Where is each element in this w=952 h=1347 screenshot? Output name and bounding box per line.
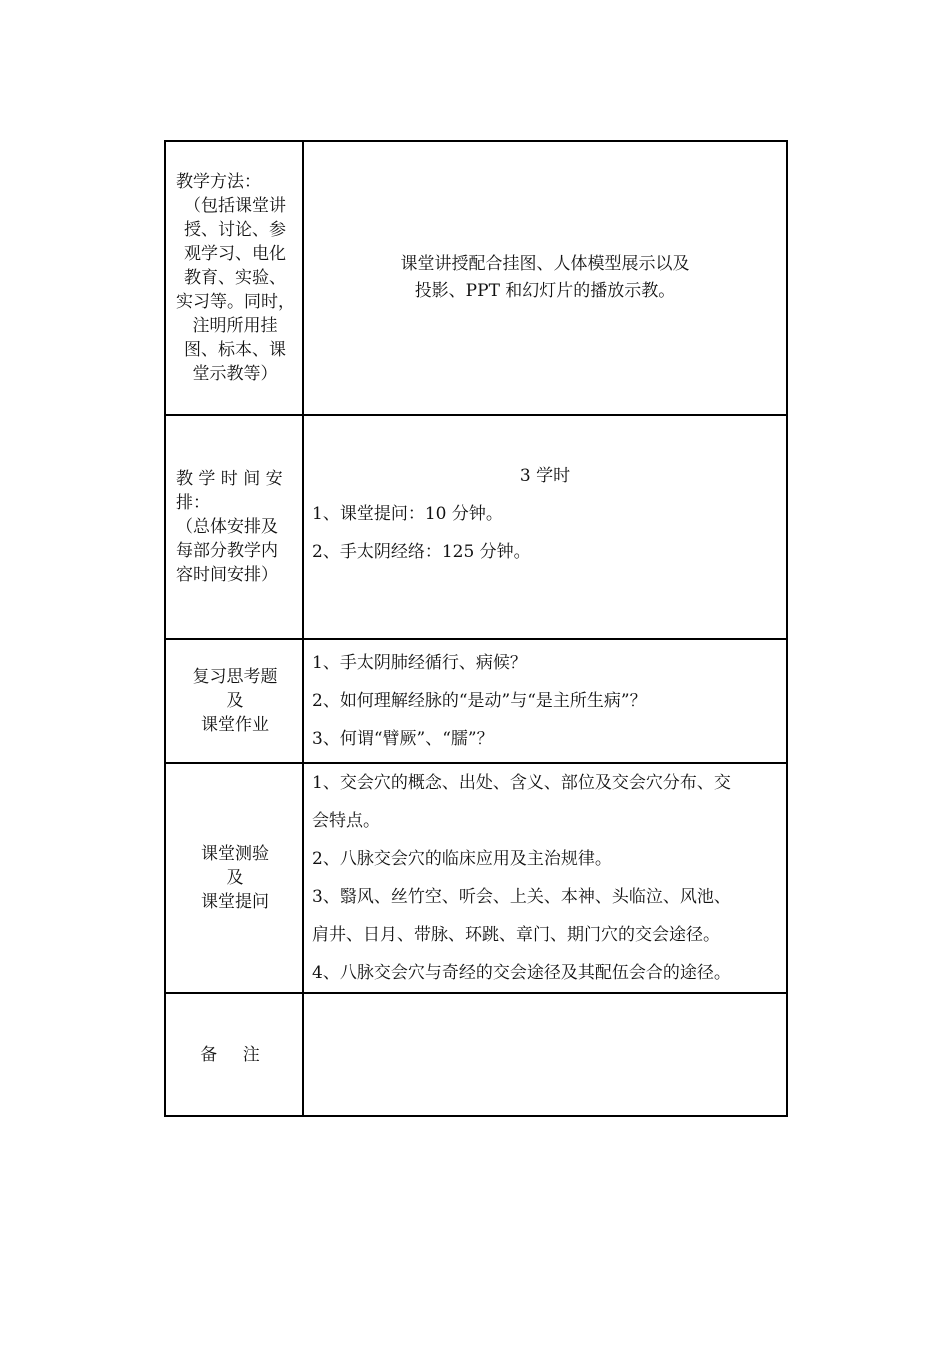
content-line: 会特点。	[312, 811, 380, 831]
label-line: 堂示教等）	[192, 364, 278, 384]
content-line: 1、交会穴的概念、出处、含义、部位及交会穴分布、交	[312, 773, 731, 793]
content-line: 2、如何理解经脉的“是动”与“是主所生病”？	[312, 691, 647, 711]
row-review-homework	[165, 639, 787, 763]
label-line: 教 学 时 间 安	[176, 469, 283, 489]
label-line: 课堂测验	[201, 844, 269, 864]
label-line: 实习等。同时，	[176, 292, 295, 312]
label-line: 图、标本、课	[184, 340, 286, 360]
row-class-quiz	[165, 763, 787, 993]
label-line: 注明所用挂	[192, 316, 278, 336]
content-line: 1、手太阴肺经循行、病候？	[312, 653, 527, 673]
label-line: 复习思考题	[192, 667, 278, 687]
row-teaching-schedule	[165, 415, 787, 639]
content-line: 1、课堂提问：10 分钟。	[312, 504, 503, 524]
content-line: 4、八脉交会穴与奇经的交会途径及其配伍会合的途径。	[312, 963, 731, 983]
label-line: （包括课堂讲	[184, 196, 286, 216]
content-cell-remarks	[303, 993, 787, 1116]
label-line: 排：	[176, 493, 210, 513]
label-cell-remarks	[165, 993, 303, 1116]
content-line: 3、翳风、丝竹空、听会、上关、本神、头临泣、风池、	[312, 887, 731, 907]
label-line: 及	[226, 691, 244, 711]
lesson-plan-table	[164, 140, 788, 1117]
label-line: 备 注	[200, 1044, 270, 1065]
content-cell-teaching-methods	[303, 141, 787, 415]
content-line: 3、何谓“臂厥”、“臑”？	[312, 729, 494, 749]
label-cell-teaching-schedule	[165, 415, 303, 639]
content-line: 2、手太阴经络：125 分钟。	[312, 542, 531, 562]
row-remarks	[165, 993, 787, 1116]
label-line: 授、讨论、参	[184, 220, 286, 240]
content-cell-teaching-schedule	[303, 415, 787, 639]
label-line: 教育、实验、	[184, 268, 286, 288]
label-line: 容时间安排）	[176, 565, 278, 585]
content-line: 2、八脉交会穴的临床应用及主治规律。	[312, 849, 612, 869]
label-cell-teaching-methods	[165, 141, 303, 415]
content-line: 投影、PPT 和幻灯片的播放示教。	[414, 281, 676, 301]
schedule-total-hours: 3 学时	[519, 466, 571, 486]
label-line: 课堂提问	[201, 892, 269, 912]
label-cell-class-quiz	[165, 763, 303, 993]
row-teaching-methods	[165, 141, 787, 415]
content-cell-class-quiz	[303, 763, 787, 993]
label-line: 教学方法：	[176, 172, 261, 192]
label-line: （总体安排及	[176, 517, 278, 537]
label-cell-review-homework	[165, 639, 303, 763]
label-line: 课堂作业	[201, 715, 269, 735]
label-line: 及	[226, 868, 244, 888]
label-line: 每部分教学内	[176, 541, 278, 561]
content-cell-review-homework	[303, 639, 787, 763]
label-line: 观学习、电化	[184, 244, 286, 264]
content-line: 肩井、日月、带脉、环跳、章门、期门穴的交会途径。	[312, 925, 720, 945]
content-line: 课堂讲授配合挂图、人体模型展示以及	[400, 254, 690, 274]
